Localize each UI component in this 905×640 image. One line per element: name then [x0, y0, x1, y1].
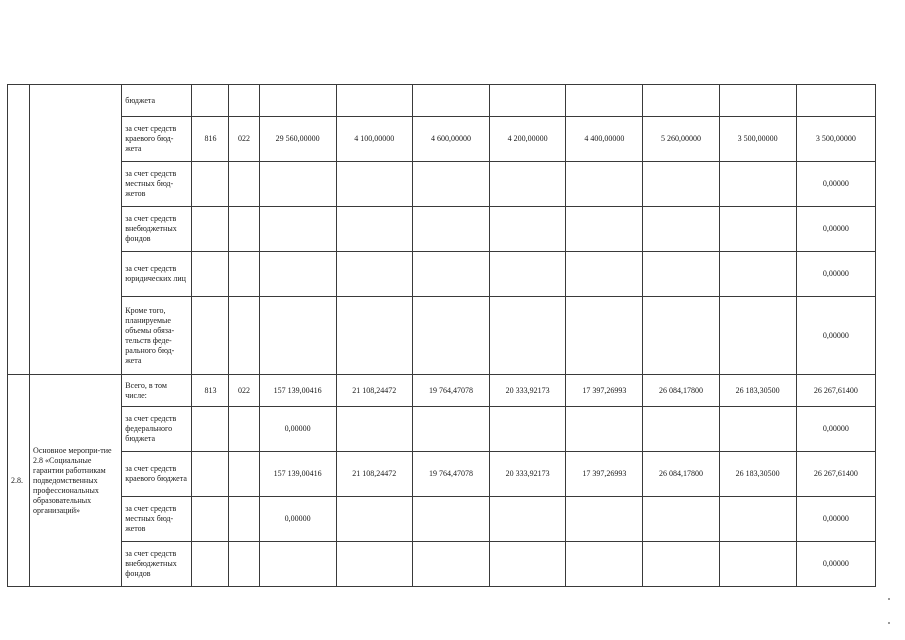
- kbk-code-cell: [192, 207, 229, 252]
- amount-cell: [412, 252, 489, 297]
- amount-cell: [259, 85, 336, 117]
- kbk-code-cell: [229, 297, 259, 375]
- amount-cell: [643, 407, 719, 452]
- amount-cell: [259, 252, 336, 297]
- amount-cell: [490, 497, 566, 542]
- amount-cell: 26 084,17800: [643, 375, 719, 407]
- event-name-cell-empty: [30, 85, 122, 375]
- funding-source-cell: за счет средств местных бюд-жетов: [122, 497, 192, 542]
- amount-cell: 0,00000: [796, 542, 875, 587]
- amount-cell: [566, 207, 643, 252]
- amount-cell: 0,00000: [796, 407, 875, 452]
- amount-cell: [412, 85, 489, 117]
- amount-cell: [412, 407, 489, 452]
- amount-cell: [336, 407, 412, 452]
- amount-cell: [336, 297, 412, 375]
- amount-cell: 0,00000: [796, 162, 875, 207]
- kbk-code-cell: [192, 85, 229, 117]
- amount-cell: [643, 252, 719, 297]
- amount-cell: 26 267,61400: [796, 375, 875, 407]
- table-row: [8, 497, 876, 542]
- amount-cell: [336, 207, 412, 252]
- amount-cell: 19 764,47078: [412, 452, 489, 497]
- kbk-code-cell: [229, 207, 259, 252]
- funding-source-cell: за счет средств краевого бюд-жета: [122, 117, 192, 162]
- table-row: [8, 542, 876, 587]
- scan-mark: [888, 598, 890, 600]
- amount-cell: [566, 85, 643, 117]
- amount-cell: 4 600,00000: [412, 117, 489, 162]
- amount-cell: [412, 297, 489, 375]
- funding-source-cell: бюджета: [122, 85, 192, 117]
- amount-cell: [719, 252, 796, 297]
- amount-cell: [643, 542, 719, 587]
- kbk-code-cell: [229, 452, 259, 497]
- scan-mark: [888, 622, 890, 624]
- amount-cell: [336, 252, 412, 297]
- amount-cell: [490, 252, 566, 297]
- table-body: [8, 85, 876, 587]
- amount-cell: 3 500,00000: [719, 117, 796, 162]
- amount-cell: 17 397,26993: [566, 452, 643, 497]
- amount-cell: [490, 207, 566, 252]
- funding-source-cell: Кроме того, планируемые объемы обяза-тельств феде-рального бюд-жета: [122, 297, 192, 375]
- amount-cell: 26 183,30500: [719, 375, 796, 407]
- amount-cell: [566, 407, 643, 452]
- amount-cell: [490, 162, 566, 207]
- kbk-code-cell: 816: [192, 117, 229, 162]
- amount-cell: 0,00000: [259, 497, 336, 542]
- kbk-code-cell: [229, 407, 259, 452]
- amount-cell: [566, 542, 643, 587]
- funding-source-cell: Всего, в том числе:: [122, 375, 192, 407]
- amount-cell: [719, 542, 796, 587]
- amount-cell: 4 100,00000: [336, 117, 412, 162]
- amount-cell: [490, 297, 566, 375]
- amount-cell: 20 333,92173: [490, 452, 566, 497]
- funding-source-cell: за счет средств внебюджетных фондов: [122, 207, 192, 252]
- amount-cell: [336, 497, 412, 542]
- amount-cell: 4 400,00000: [566, 117, 643, 162]
- funding-source-cell: за счет средств внебюджетных фондов: [122, 542, 192, 587]
- table-row: [8, 407, 876, 452]
- kbk-code-cell: [192, 497, 229, 542]
- kbk-code-cell: [192, 252, 229, 297]
- amount-cell: [719, 297, 796, 375]
- amount-cell: 0,00000: [796, 497, 875, 542]
- amount-cell: [490, 407, 566, 452]
- amount-cell: [336, 162, 412, 207]
- amount-cell: 0,00000: [796, 252, 875, 297]
- table-row: [8, 297, 876, 375]
- kbk-code-cell: [229, 252, 259, 297]
- kbk-code-cell: 813: [192, 375, 229, 407]
- amount-cell: 4 200,00000: [490, 117, 566, 162]
- amount-cell: 20 333,92173: [490, 375, 566, 407]
- amount-cell: 26 183,30500: [719, 452, 796, 497]
- amount-cell: [490, 85, 566, 117]
- table-row: [8, 162, 876, 207]
- kbk-code-cell: [192, 407, 229, 452]
- kbk-code-cell: [192, 162, 229, 207]
- amount-cell: 21 108,24472: [336, 375, 412, 407]
- amount-cell: [412, 542, 489, 587]
- kbk-code-cell: [229, 542, 259, 587]
- amount-cell: [566, 497, 643, 542]
- kbk-code-cell: [192, 297, 229, 375]
- amount-cell: 29 560,00000: [259, 117, 336, 162]
- amount-cell: 0,00000: [796, 207, 875, 252]
- amount-cell: [643, 297, 719, 375]
- kbk-code-cell: 022: [229, 375, 259, 407]
- amount-cell: [412, 497, 489, 542]
- number-cell-empty: [8, 85, 30, 375]
- amount-cell: [796, 85, 875, 117]
- funding-source-cell: за счет средств юридических лиц: [122, 252, 192, 297]
- table-row: [8, 375, 876, 407]
- amount-cell: [643, 207, 719, 252]
- amount-cell: [336, 542, 412, 587]
- amount-cell: 157 139,00416: [259, 375, 336, 407]
- amount-cell: 5 260,00000: [643, 117, 719, 162]
- event-number-cell: 2.8.: [8, 375, 30, 587]
- amount-cell: [259, 162, 336, 207]
- table-row: [8, 117, 876, 162]
- amount-cell: [336, 85, 412, 117]
- amount-cell: [719, 207, 796, 252]
- amount-cell: [259, 542, 336, 587]
- amount-cell: 0,00000: [796, 297, 875, 375]
- amount-cell: [719, 162, 796, 207]
- amount-cell: [643, 162, 719, 207]
- kbk-code-cell: [229, 497, 259, 542]
- table-row: [8, 452, 876, 497]
- amount-cell: 21 108,24472: [336, 452, 412, 497]
- amount-cell: [259, 207, 336, 252]
- table-row: [8, 85, 876, 117]
- amount-cell: 157 139,00416: [259, 452, 336, 497]
- funding-source-cell: за счет средств федерального бюджета: [122, 407, 192, 452]
- amount-cell: 3 500,00000: [796, 117, 875, 162]
- funding-source-cell: за счет средств местных бюд-жетов: [122, 162, 192, 207]
- amount-cell: [566, 252, 643, 297]
- table-row: [8, 207, 876, 252]
- event-name-cell: Основное меропри-тие 2.8 «Социальные гарантии работникам подведомственных профессиональных образовательных организаций»: [30, 375, 122, 587]
- amount-cell: 26 267,61400: [796, 452, 875, 497]
- amount-cell: [719, 85, 796, 117]
- amount-cell: [259, 297, 336, 375]
- amount-cell: [412, 162, 489, 207]
- amount-cell: 0,00000: [259, 407, 336, 452]
- amount-cell: [719, 497, 796, 542]
- budget-table: [7, 84, 876, 587]
- amount-cell: [719, 407, 796, 452]
- funding-source-cell: за счет средств краевого бюджета: [122, 452, 192, 497]
- amount-cell: [490, 542, 566, 587]
- kbk-code-cell: [229, 85, 259, 117]
- amount-cell: [643, 497, 719, 542]
- amount-cell: [566, 162, 643, 207]
- kbk-code-cell: 022: [229, 117, 259, 162]
- amount-cell: [643, 85, 719, 117]
- amount-cell: [412, 207, 489, 252]
- amount-cell: 26 084,17800: [643, 452, 719, 497]
- kbk-code-cell: [192, 542, 229, 587]
- table-row: [8, 252, 876, 297]
- kbk-code-cell: [192, 452, 229, 497]
- amount-cell: 17 397,26993: [566, 375, 643, 407]
- amount-cell: [566, 297, 643, 375]
- amount-cell: 19 764,47078: [412, 375, 489, 407]
- kbk-code-cell: [229, 162, 259, 207]
